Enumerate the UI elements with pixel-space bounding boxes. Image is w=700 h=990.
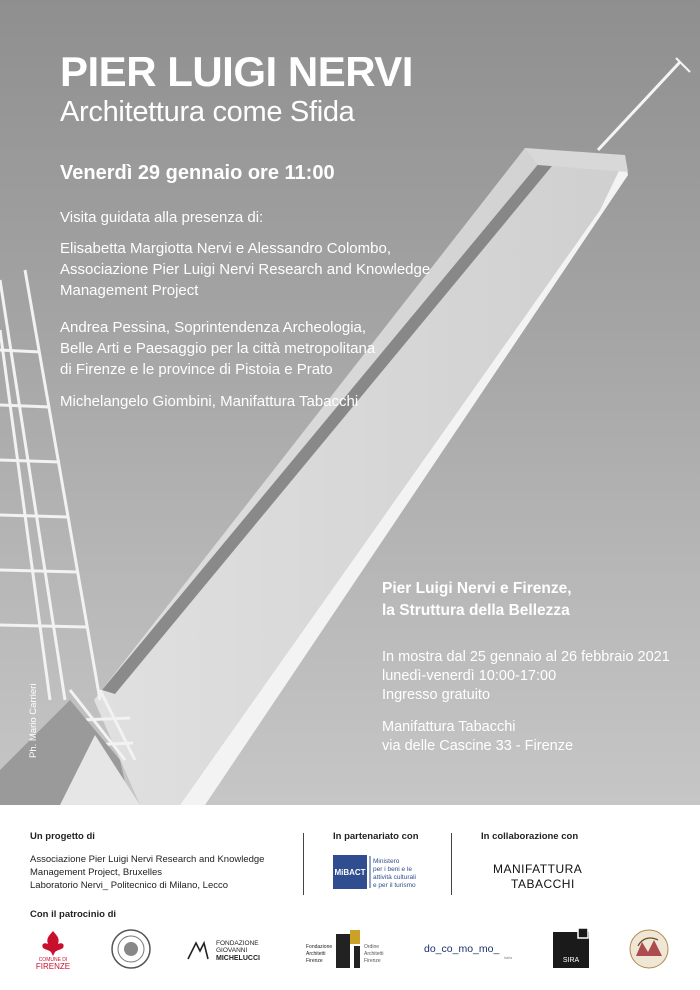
project-line: Associazione Pier Luigi Nervi Research and Knowledge — [30, 854, 265, 865]
guest-group-3 — [60, 391, 358, 412]
guest-line: Associazione Pier Luigi Nervi Research and Knowledge — [60, 261, 431, 278]
guest-group-1 — [60, 238, 430, 301]
project-heading: Un progetto di — [30, 831, 95, 842]
comune-line: FIRENZE — [35, 962, 71, 970]
guest-line: Belle Arti e Paesaggio per la città metropolitana — [60, 340, 376, 357]
exhibition-title-line: la Struttura della Bellezza — [382, 602, 570, 619]
comune-line: COMUNE DI — [38, 957, 68, 963]
ministry-line: per i beni e le — [373, 866, 413, 873]
guest-line: Elisabetta Margiotta Nervi e Alessandro Colombo, — [60, 240, 391, 257]
manifattura-logo — [493, 862, 582, 892]
michelucci-line: GIOVANNI — [216, 947, 248, 954]
photo-credit: Ph. Mario Carrieri — [28, 683, 39, 758]
exhibition-info — [382, 648, 670, 705]
architetti-line: Firenze — [306, 958, 323, 964]
exhibition-dates: In mostra dal 25 gennaio al 26 febbraio 2021 — [382, 649, 670, 665]
architetti-firenze-logo — [306, 928, 416, 975]
manifattura-line: TABACCHI — [511, 877, 575, 891]
collab-heading: In collaborazione con — [481, 831, 579, 842]
ordine-line: Ordine — [364, 944, 380, 950]
exhibition-title — [382, 578, 572, 622]
footer-divider — [451, 833, 452, 895]
ministry-logo — [333, 855, 433, 896]
guest-line: di Firenze e le province di Pistoia e Prato — [60, 361, 333, 378]
manifattura-line: MANIFATTURA — [493, 862, 583, 876]
architetti-line: Architetti — [306, 951, 326, 957]
guest-line: Management Project — [60, 282, 199, 299]
sira-logo — [550, 928, 592, 975]
docomomo-logo — [424, 939, 518, 966]
docomomo-sub: italia — [504, 955, 513, 960]
heritage-badge-logo — [628, 928, 670, 975]
architetti-line: Fondazione — [306, 944, 333, 950]
michelucci-line: MICHELUCCI — [216, 955, 260, 962]
venue-address: via delle Cascine 33 - Firenze — [382, 738, 574, 754]
visit-intro: Visita guidata alla presenza di: — [60, 209, 264, 226]
michelucci-line: FONDAZIONE — [216, 940, 259, 947]
poster-subtitle: Architettura come Sfida — [60, 96, 355, 128]
project-line: Management Project, Bruxelles — [30, 867, 163, 878]
event-date: Venerdì 29 gennaio ore 11:00 — [60, 162, 335, 184]
exhibition-admission: Ingresso gratuito — [382, 687, 491, 703]
exhibition-title-line: Pier Luigi Nervi e Firenze, — [382, 580, 572, 597]
footer-divider — [303, 833, 304, 895]
ordine-line: Architetti — [364, 951, 384, 957]
guest-group-2 — [60, 317, 375, 380]
michelucci-logo — [186, 937, 272, 968]
docomomo-text: do_co_mo_mo_ — [424, 943, 500, 955]
ministry-line: Ministero — [373, 858, 400, 865]
comune-firenze-logo — [28, 928, 78, 975]
ministry-badge: MiBACT — [334, 868, 366, 877]
partner-heading: In partenariato con — [333, 831, 419, 842]
ordine-line: Firenze — [364, 958, 381, 964]
university-seal-logo — [110, 928, 152, 975]
exhibition-hours: lunedì-venerdì 10:00-17:00 — [382, 668, 557, 684]
exhibition-venue — [382, 718, 573, 756]
ministry-line: attività culturali — [373, 874, 416, 881]
sira-text: SIRA — [562, 957, 580, 964]
poster-title: PIER LUIGI NERVI — [60, 48, 413, 95]
project-list — [30, 853, 264, 892]
guest-line: Andrea Pessina, Soprintendenza Archeologia, — [60, 319, 367, 336]
ministry-line: e per il turismo — [373, 882, 416, 889]
guest-line: Michelangelo Giombini, Manifattura Tabacchi — [60, 393, 359, 410]
venue-name: Manifattura Tabacchi — [382, 719, 516, 735]
project-line: Laboratorio Nervi_ Politecnico di Milano, Lecco — [30, 880, 229, 891]
patronage-heading: Con il patrocinio di — [30, 909, 117, 920]
